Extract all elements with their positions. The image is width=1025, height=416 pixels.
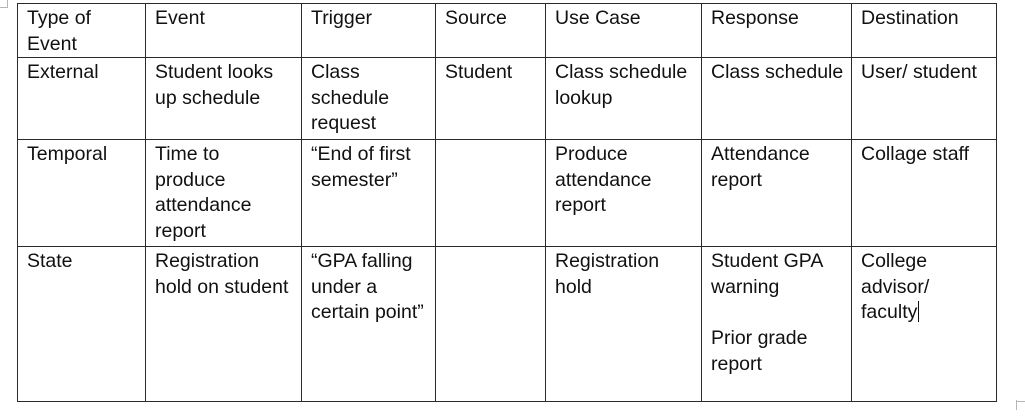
- cell-type: External: [18, 58, 146, 140]
- cell-use-case: Produce attendance report: [546, 140, 702, 247]
- cell-source: Student: [436, 58, 546, 140]
- table-row: [18, 58, 997, 140]
- cell-destination: User/ student: [852, 58, 997, 140]
- cell-trigger: Class schedule request: [302, 58, 436, 140]
- cell-source: [436, 247, 546, 402]
- cell-event: Student looks up schedule: [146, 58, 302, 140]
- cell-event: Time to produce attendance report: [146, 140, 302, 247]
- table-row: [18, 247, 997, 402]
- cell-destination[interactable]: College advisor/ faculty: [852, 247, 997, 402]
- table-header-row: [18, 4, 997, 58]
- header-type-of-event: Type of Event: [18, 4, 146, 58]
- crop-mark: [1016, 401, 1025, 402]
- header-destination: Destination: [852, 4, 997, 58]
- header-response: Response: [702, 4, 852, 58]
- cell-type: Temporal: [18, 140, 146, 247]
- cell-trigger: “GPA falling under a certain point”: [302, 247, 436, 402]
- text-cursor: [918, 301, 919, 322]
- cell-destination: Collage staff: [852, 140, 997, 247]
- cell-source: [436, 140, 546, 247]
- cell-trigger: “End of first semester”: [302, 140, 436, 247]
- header-source: Source: [436, 4, 546, 58]
- header-event: Event: [146, 4, 302, 58]
- cell-event: Registration hold on student: [146, 247, 302, 402]
- header-trigger: Trigger: [302, 4, 436, 58]
- cell-type: State: [18, 247, 146, 402]
- cell-response: Student GPA warning Prior grade report: [702, 247, 852, 402]
- crop-mark: [0, 7, 8, 8]
- paragraph-gap: [711, 300, 845, 326]
- header-use-case: Use Case: [546, 4, 702, 58]
- cell-response: Class schedule: [702, 58, 852, 140]
- event-table: [17, 3, 997, 402]
- cell-use-case: Registration hold: [546, 247, 702, 402]
- cell-response: Attendance report: [702, 140, 852, 247]
- cell-use-case: Class schedule lookup: [546, 58, 702, 140]
- table-row: [18, 140, 997, 247]
